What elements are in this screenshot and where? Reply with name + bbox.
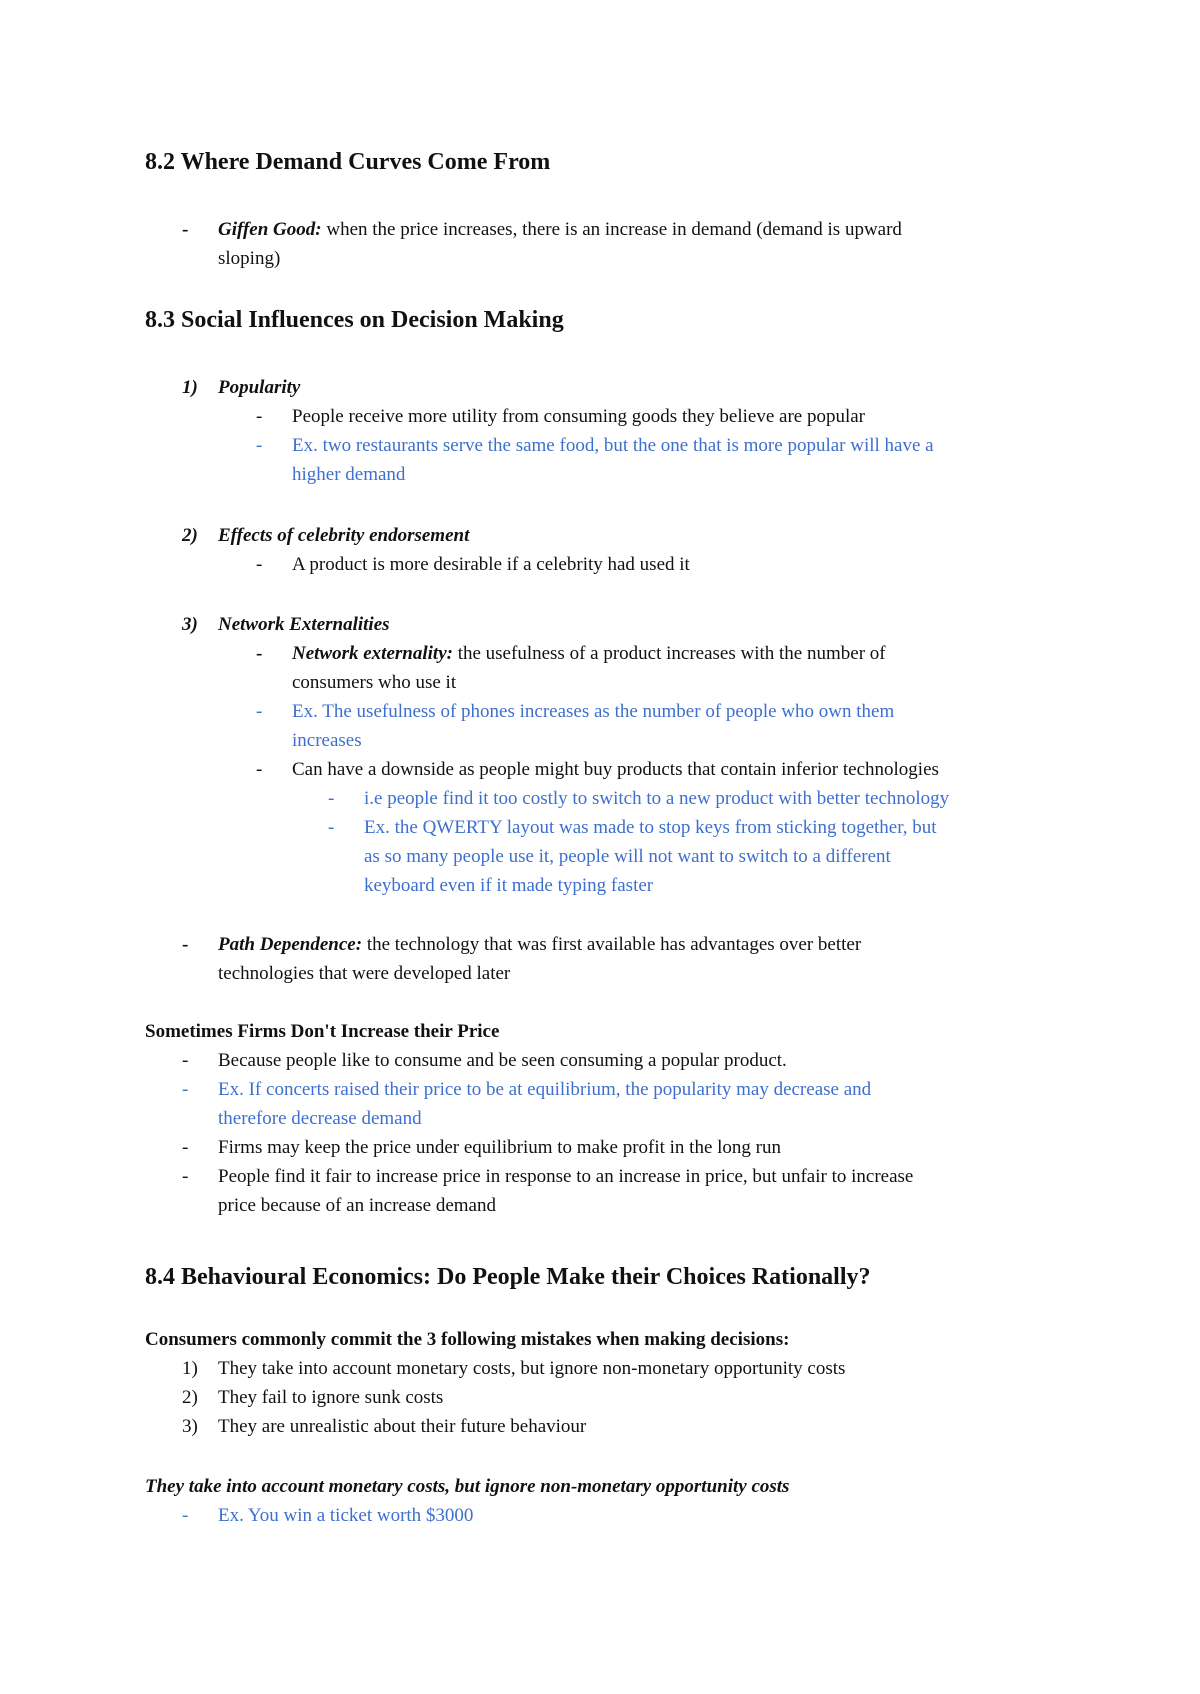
- bullet-dash: -: [182, 934, 189, 955]
- bullet-line1: People find it fair to increase price in response to an increase in price, but unfair to increase: [218, 1166, 914, 1187]
- term-network-externality: Network externality:: [292, 643, 453, 664]
- example-line2: higher demand: [292, 464, 406, 485]
- firms-bullet-1: - Because people like to consume and be seen consuming a popular product.: [182, 1046, 1082, 1075]
- example-line1: Ex. two restaurants serve the same food, but the one that is more popular will have a: [292, 435, 934, 456]
- firms-example: - Ex. If concerts raised their price to be at equilibrium, the popularity may decrease and therefore decrease demand: [182, 1079, 872, 1129]
- sub-bullet-text: i.e people find it too costly to switch to a new product with better technology: [364, 788, 950, 809]
- mistake-item-1: [182, 1354, 1082, 1383]
- mistakes-subheading: Consumers commonly commit the 3 following mistakes when making decisions:: [145, 1329, 790, 1350]
- list-number: 3): [182, 614, 198, 635]
- bullet-text: Because people like to consume and be seen consuming a popular product.: [218, 1050, 787, 1071]
- sub-bullet-line3: keyboard even if it made typing faster: [364, 875, 654, 896]
- network-definition: - Network externality: the usefulness of a product increases with the number of consumers who use it: [256, 643, 886, 693]
- bullet-line2: price because of an increase demand: [218, 1195, 496, 1216]
- mistake-item-2: [182, 1383, 1082, 1412]
- example-line2: therefore decrease demand: [218, 1108, 422, 1129]
- sub-bullet-line1: Ex. the QWERTY layout was made to stop keys from sticking together, but: [364, 817, 937, 838]
- list-number: 2): [182, 1387, 198, 1408]
- example-line1: Ex. The usefulness of phones increases as the number of people who own them: [292, 701, 895, 722]
- firms-bullet-2: - Firms may keep the price under equilibrium to make profit in the long run: [182, 1133, 1082, 1162]
- example-line1: Ex. If concerts raised their price to be at equilibrium, the popularity may decrease and: [218, 1079, 872, 1100]
- bullet-text: People receive more utility from consuming goods they believe are popular: [292, 406, 865, 427]
- network-example: - Ex. The usefulness of phones increases as the number of people who own them increases: [256, 701, 895, 751]
- term-path-dependence: Path Dependence:: [218, 934, 363, 955]
- list-item-text: They fail to ignore sunk costs: [218, 1387, 444, 1408]
- firms-bullet-3: - People find it fair to increase price in response to an increase in price, but unfair to increase price because of an increase demand: [182, 1166, 914, 1216]
- example-text: Ex. You win a ticket worth $3000: [218, 1505, 474, 1526]
- network-sub-bullet-1: - i.e people find it too costly to switch to a new product with better technology: [328, 784, 1168, 813]
- popularity-bullet-1: - People receive more utility from consuming goods they believe are popular: [256, 402, 1116, 431]
- list-number: 2): [182, 525, 198, 546]
- example-line2: increases: [292, 730, 362, 751]
- opportunity-costs-subheading: They take into account monetary costs, but ignore non-monetary opportunity costs: [145, 1476, 790, 1497]
- giffen-definition-line2: sloping): [218, 248, 281, 269]
- bullet-text: Firms may keep the price under equilibrium to make profit in the long run: [218, 1137, 782, 1158]
- bullet-dash: -: [182, 219, 189, 240]
- definition-line1: the usefulness of a product increases with the number of: [452, 643, 886, 664]
- list-number: 3): [182, 1416, 198, 1437]
- path-dependence-bullet: [182, 930, 1082, 988]
- section-heading-8-4: 8.4 Behavioural Economics: Do People Make their Choices Rationally?: [145, 1264, 871, 1290]
- list-item-text: They are unrealistic about their future behaviour: [218, 1416, 587, 1437]
- list-number: 1): [182, 1358, 198, 1379]
- network-downside: - Can have a downside as people might buy products that contain inferior technologies: [256, 755, 1156, 784]
- term-giffen-good: Giffen Good:: [218, 219, 322, 240]
- bullet-text: Can have a downside as people might buy products that contain inferior technologies: [292, 759, 939, 780]
- giffen-good-bullet: [182, 215, 1082, 273]
- path-definition-line2: technologies that were developed later: [218, 963, 511, 984]
- sub-bullet-line2: as so many people use it, people will not want to switch to a different: [364, 846, 891, 867]
- list-item-title: Effects of celebrity endorsement: [218, 525, 470, 546]
- popularity-example: - Ex. two restaurants serve the same food, but the one that is more popular will have a higher demand: [256, 435, 934, 485]
- network-sub-bullet-2: - Ex. the QWERTY layout was made to stop keys from sticking together, but as so many people use it, people will not want to switch to a different keyboard even if it made typing faster: [328, 817, 937, 896]
- celebrity-bullet-1: - A product is more desirable if a celebrity had used it: [256, 550, 1116, 579]
- section-heading-8-2: 8.2 Where Demand Curves Come From: [145, 149, 551, 175]
- list-item-title: Popularity: [218, 377, 301, 398]
- definition-line2: consumers who use it: [292, 672, 457, 693]
- bullet-text: A product is more desirable if a celebrity had used it: [292, 554, 690, 575]
- list-item-celebrity: [182, 521, 469, 550]
- opportunity-costs-example: - Ex. You win a ticket worth $3000: [182, 1501, 1082, 1530]
- path-definition-line1: the technology that was first available has advantages over better: [362, 934, 862, 955]
- section-heading-8-3: 8.3 Social Influences on Decision Making: [145, 307, 564, 333]
- list-item-text: They take into account monetary costs, but ignore non-monetary opportunity costs: [218, 1358, 846, 1379]
- list-number: 1): [182, 377, 198, 398]
- mistake-item-3: [182, 1412, 1082, 1441]
- list-item-title: Network Externalities: [218, 614, 390, 635]
- list-item-network: [182, 610, 390, 639]
- list-item-popularity: [182, 373, 300, 402]
- firms-subheading: Sometimes Firms Don't Increase their Price: [145, 1021, 500, 1042]
- giffen-definition-line1: when the price increases, there is an increase in demand (demand is upward: [321, 219, 902, 240]
